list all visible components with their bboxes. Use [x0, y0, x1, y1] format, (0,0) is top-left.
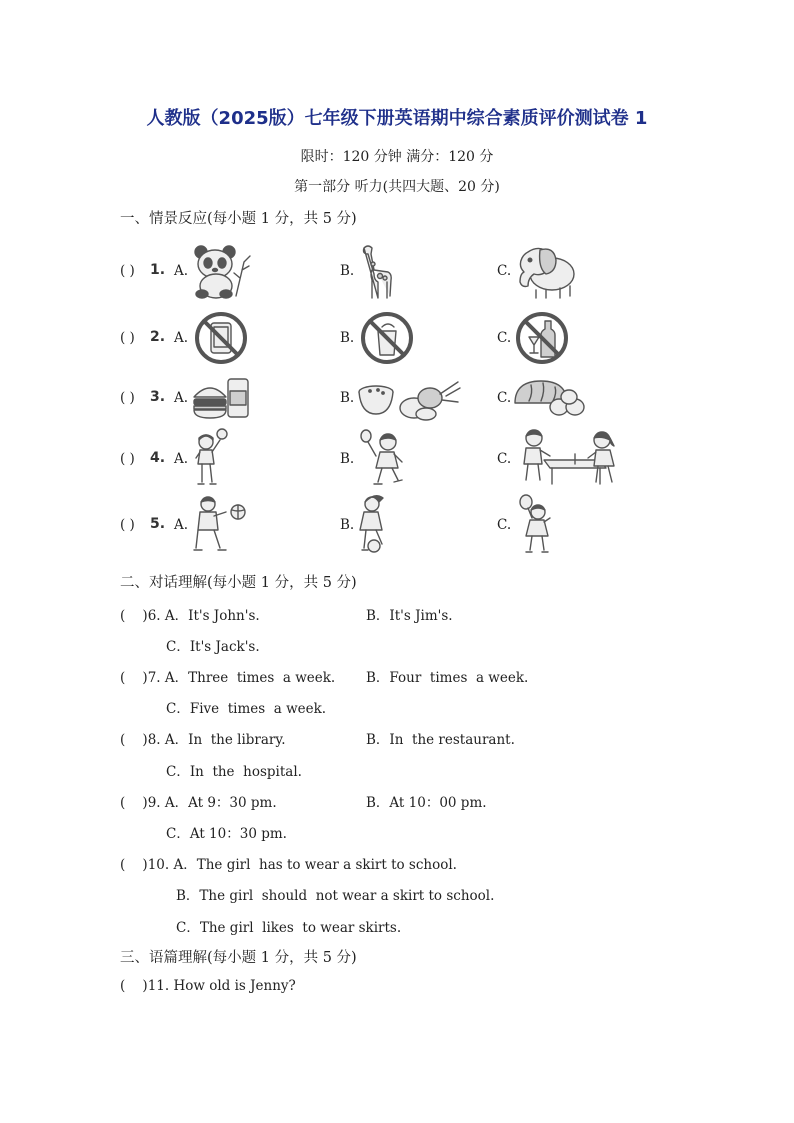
section2-heading: 二、对话理解(每小题 1 分，共 5 分): [120, 575, 357, 591]
question-8-option-a[interactable]: ( )8. A．In the library.: [120, 732, 286, 748]
option-b-label: B.: [340, 451, 355, 467]
question-6-option-b[interactable]: B．It's Jim's.: [366, 608, 453, 624]
question-6-option-a[interactable]: ( )6. A．It's John's.: [120, 608, 260, 624]
question-7-option-a[interactable]: ( )7. A．Three times a week.: [120, 670, 336, 686]
question-7-option-b[interactable]: B．Four times a week.: [366, 670, 529, 686]
option-c-label: C.: [497, 451, 512, 467]
section1-heading: 一、情景反应(每小题 1 分，共 5 分): [120, 211, 357, 227]
girl-badminton-icon: [358, 428, 406, 486]
option-b-label: B.: [340, 330, 355, 346]
porridge-vegetables-icon: [358, 374, 462, 422]
hamburger-cola-icon: [192, 375, 250, 421]
no-phone-icon: [194, 311, 248, 365]
option-a-label: A.: [174, 263, 189, 279]
page-title: 人教版（2025版）七年级下册英语期中综合素质评价测试卷 1: [146, 108, 648, 129]
question-9-option-a[interactable]: ( )9. A．At 9：30 pm.: [120, 795, 277, 811]
time-info: 限时：120 分钟 满分：120 分: [300, 149, 494, 165]
question-number: 2.: [150, 329, 166, 345]
question-number: 5.: [150, 516, 166, 532]
panda-icon: [192, 244, 252, 300]
option-c-label: C.: [497, 263, 512, 279]
answer-paren[interactable]: ( ): [120, 330, 135, 346]
question-number: 1.: [150, 262, 166, 278]
question-number: 3.: [150, 389, 166, 405]
question-8-option-c[interactable]: C．In the hospital.: [166, 764, 302, 780]
option-c-label: C.: [497, 390, 512, 406]
option-a-label: A.: [174, 517, 189, 533]
option-c-label: C.: [497, 330, 512, 346]
girl-tennis-icon: [514, 494, 554, 554]
option-b-label: B.: [340, 390, 355, 406]
option-b-label: B.: [340, 517, 355, 533]
section3-heading: 三、语篇理解(每小题 1 分，共 5 分): [120, 950, 357, 966]
question-number: 4.: [150, 450, 166, 466]
question-8-option-b[interactable]: B．In the restaurant.: [366, 732, 515, 748]
option-b-label: B.: [340, 263, 355, 279]
question-11-stem[interactable]: ( )11. How old is Jenny?: [120, 978, 296, 994]
answer-paren[interactable]: ( ): [120, 517, 135, 533]
no-wine-icon: [515, 311, 569, 365]
option-a-label: A.: [174, 451, 189, 467]
option-a-label: A.: [174, 390, 189, 406]
question-10-option-c[interactable]: C．The girl likes to wear skirts.: [176, 920, 402, 936]
answer-paren[interactable]: ( ): [120, 390, 135, 406]
option-a-label: A.: [174, 330, 189, 346]
bread-eggs-icon: [513, 377, 589, 419]
option-c-label: C.: [497, 517, 512, 533]
boy-volleyball-icon: [194, 494, 248, 554]
question-9-option-b[interactable]: B．At 10：00 pm.: [366, 795, 487, 811]
ping-pong-players-icon: [520, 428, 622, 486]
question-9-option-c[interactable]: C．At 10：30 pm.: [166, 826, 287, 842]
question-10-option-a[interactable]: ( )10. A．The girl has to wear a skirt to school.: [120, 857, 457, 873]
part-title: 第一部分 听力(共四大题、20 分): [294, 179, 500, 195]
answer-paren[interactable]: ( ): [120, 263, 135, 279]
giraffe-icon: [356, 242, 394, 298]
girl-soccer-icon: [358, 494, 392, 554]
girl-volleyball-icon: [192, 428, 228, 486]
question-7-option-c[interactable]: C．Five times a week.: [166, 701, 327, 717]
no-drink-icon: [360, 311, 414, 365]
question-10-option-b[interactable]: B．The girl should not wear a skirt to school.: [176, 888, 495, 904]
elephant-icon: [512, 242, 578, 298]
answer-paren[interactable]: ( ): [120, 451, 135, 467]
question-6-option-c[interactable]: C．It's Jack's.: [166, 639, 260, 655]
